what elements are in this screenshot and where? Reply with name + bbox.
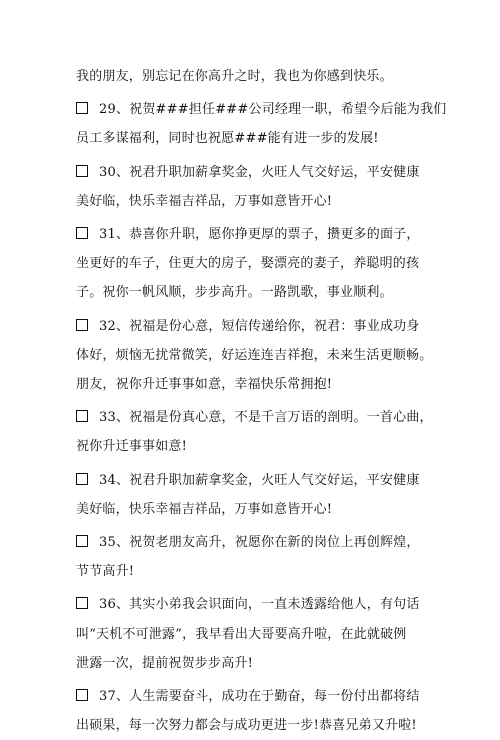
line-text: 出硕果，每一次努力都会与成功更进一步!恭喜兄弟又升啦! (76, 718, 417, 734)
line-text: 泄露一次，提前祝贺步步高升! (76, 655, 254, 671)
list-item (76, 590, 428, 678)
line-text: 节节高升! (76, 564, 135, 580)
text-line (76, 341, 433, 370)
text-line (76, 312, 428, 341)
checkbox-icon (76, 473, 88, 485)
text-line (76, 220, 428, 249)
line-text: 员工多谋福利，同时也祝愿###能有进一步的发展! (76, 131, 379, 147)
line-text: 我的朋友，别忘记在你高升之时，我也为你感到快乐。 (76, 69, 393, 84)
line-text: 祝你升迁事事如意! (76, 439, 188, 455)
text-line (76, 590, 428, 619)
text-line (76, 649, 428, 678)
line-text: 35、祝贺老朋友高升，祝愿你在新的岗位上再创辉煌， (99, 535, 420, 551)
list-item (76, 95, 447, 153)
list-item (76, 312, 433, 400)
text-line (76, 432, 428, 461)
line-text: 体好，烦恼无扰常微笑，好运连连吉祥抱，未来生活更顺畅。 (76, 347, 433, 363)
list-item (76, 528, 428, 586)
list-item (76, 62, 428, 91)
checkbox-icon (76, 319, 88, 331)
list-item (76, 466, 428, 524)
text-line (76, 95, 447, 124)
line-text: 33、祝福是份真心意，不是千言万语的剖明。一首心曲， (99, 410, 433, 426)
checkbox-icon (76, 597, 88, 609)
line-text: 37、人生需要奋斗，成功在于勤奋，每一份付出都将结 (99, 689, 420, 705)
list-item (76, 220, 428, 308)
line-text: 29、祝贺###担任###公司经理一职，希望今后能为我们 (99, 102, 447, 118)
text-line (76, 711, 428, 740)
text-line (76, 620, 428, 649)
list-item (76, 682, 428, 740)
document-body (76, 62, 447, 740)
text-line (76, 370, 428, 399)
checkbox-icon (76, 689, 88, 701)
line-text: 31、恭喜你升职，愿你挣更厚的票子，攒更多的面子， (99, 227, 420, 243)
list-item (76, 403, 433, 461)
text-line (76, 124, 428, 153)
text-line (76, 495, 428, 524)
line-text: 34、祝君升职加薪拿奖金，火旺人气交好运，平安健康 (99, 472, 420, 488)
checkbox-icon (76, 165, 88, 177)
text-line (76, 557, 428, 586)
checkbox-icon (76, 410, 88, 422)
line-text: 子。祝你一帆风顺，步步高升。一路凯歌，事业顺利。 (76, 285, 393, 301)
line-text: 朋友，祝你升迁事事如意，幸福快乐常拥抱! (76, 377, 333, 393)
checkbox-icon (76, 227, 88, 239)
line-text: 30、祝君升职加薪拿奖金，火旺人气交好运，平安健康 (99, 164, 420, 180)
line-text: 36、其实小弟我会识面向，一直未透露给他人，有句话 (99, 597, 420, 613)
checkbox-icon (76, 535, 88, 547)
text-line (76, 528, 428, 557)
text-line (76, 466, 428, 495)
text-line (76, 62, 428, 91)
line-text: 美好临，快乐幸福吉祥品，万事如意皆开心! (76, 193, 333, 209)
line-text: 32、祝福是份心意，短信传递给你，祝君：事业成功身 (99, 318, 420, 334)
line-text: 叫“天机不可泄露”，我早看出大哥要高升啦，在此就破例 (76, 626, 407, 642)
text-line (76, 403, 433, 432)
line-text: 坐更好的车子，住更大的房子，娶漂亮的妻子，养聪明的孩 (76, 256, 420, 272)
list-item (76, 158, 428, 216)
text-line (76, 249, 428, 278)
checkbox-icon (76, 102, 88, 114)
line-text: 美好临，快乐幸福吉祥品，万事如意皆开心! (76, 501, 333, 517)
text-line (76, 278, 428, 307)
text-line (76, 187, 428, 216)
text-line (76, 158, 428, 187)
